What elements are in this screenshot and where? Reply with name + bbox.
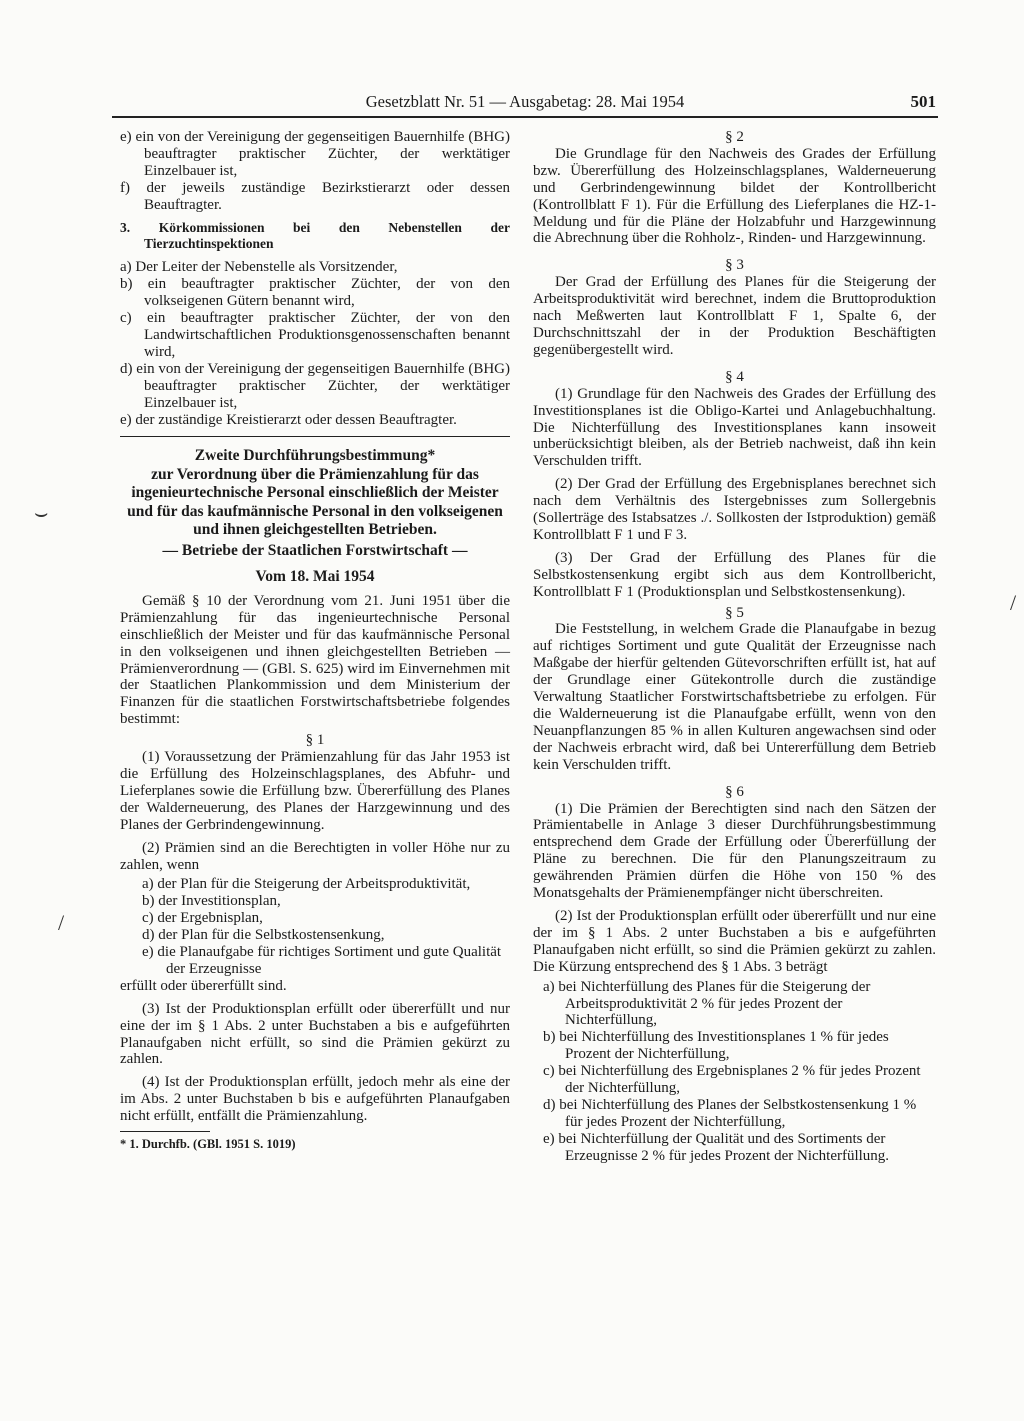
- header-title: Gesetzblatt Nr. 51 — Ausgabetag: 28. Mai 1954: [365, 92, 685, 111]
- list-item: c) bei Nichterfüllung des Ergebnisplanes 2 % für jedes Prozent der Nichterfüllung,: [543, 1063, 921, 1097]
- preamble: Gemäß § 10 der Verordnung vom 21. Juni 1951 über die Prämienzahlung für das ingenieurtechnische Personal einschließlich der Meister und für das kaufmännische Personal in den volkseigenen und ihnen gleichgestellten Betrieben — Prämienverordnung — (GBl. S. 625) wird im Einvernehmen mit der Staatlichen Plankommission und dem Ministerium der Finanzen für die staatlichen Forstwirtschaftsbetriebe folgendes bestimmt:: [120, 592, 510, 728]
- section-heading: 3. Körkommissionen bei den Nebenstellen der Tierzuchtinspektionen: [120, 219, 510, 252]
- paragraph: (2) Prämien sind an die Berechtigten in voller Höhe nur zu zahlen, wenn: [120, 839, 510, 873]
- list-item: e) die Planaufgabe für richtiges Sortiment und gute Qualität der Erzeugnisse: [142, 944, 502, 977]
- paragraph: Die Feststellung, in welchem Grade die Planaufgabe in bezug auf richtiges Sortiment und gute Qualität der Erzeugnisse nach Maßgabe der hierfür geltenden Gütevorschriften erfüllt ist, hat auf der Grundlage einer Gütekontrolle durch die zuständige Verwaltung Staatlicher Forstwirtschaftsbetriebe zu erfolgen. Für die Walderneuerung ist die Planaufgabe erfüllt, wenn von den Neuanpflanzungen 85 % in allen Kulturen angewachsen sind oder der Nachweis erbracht wird, daß bei Untererfüllung dem Betrieb kein Verschulden trifft.: [533, 621, 936, 773]
- list-item: d) ein von der Vereinigung der gegenseitigen Bauernhilfe (BHG) beauftragter praktischer Züchter, der werktätiger Einzelbauer ist,: [120, 360, 510, 411]
- list-item: b) ein beauftragter praktischer Züchter, der von den volkseigenen Gütern benannt wird,: [120, 276, 510, 310]
- list-item: e) bei Nichterfüllung der Qualität und des Sortiments der Erzeugnisse 2 % für jedes Prozent der Nichterfüllung.: [543, 1130, 890, 1164]
- section-heading: § 3: [725, 257, 744, 274]
- paragraph: (3) Der Grad der Erfüllung des Planes für die Selbstkostensenkung ergibt sich aus dem Kontrollbericht, Kontrollblatt F 1 (Produktionsplan und Selbstkostensenkung).: [533, 549, 936, 600]
- paragraph: Der Grad der Erfüllung des Planes für die Steigerung der Arbeitsproduktivität wird berechnet, indem die Bruttoproduktion nach Meßwerten laut Kontrollblatt F 1, Spalte 6, der Durchschnittszahl der in der Produktion Beschäftigten gegenübergestellt wird.: [533, 274, 936, 358]
- list-item: b) bei Nichterfüllung des Investitionsplanes 1 % für jedes Prozent der Nichterfüllung,: [543, 1029, 889, 1063]
- margin-mark: /: [58, 910, 65, 935]
- page-header: [112, 92, 938, 114]
- list-item: e) ein von der Vereinigung der gegenseitigen Bauernhilfe (BHG) beauftragter praktischer Züchter, der werktätiger Einzelbauer ist,: [120, 129, 510, 179]
- list-item: a) Der Leiter der Nebenstelle als Vorsitzender,: [120, 259, 398, 276]
- list-item: a) bei Nichterfüllung des Planes für die Steigerung der Arbeitsproduktivität 2 % für jedes Prozent der Nichterfüllung,: [543, 978, 871, 1029]
- list-item: b) der Investitionsplan,: [142, 893, 281, 910]
- paragraph: (1) Voraussetzung der Prämienzahlung für das Jahr 1953 ist die Erfüllung des Holzeinschlagsplanes, des Abfuhr- und Lieferplanes sowie die Erfüllung bzw. Übererfüllung des Planes der Walderneuerung, des Planes der Harzgewinnung und des Planes der Gerbrindengewinnung.: [120, 749, 510, 833]
- header-rule: [112, 116, 938, 118]
- paragraph: (1) Die Prämien der Berechtigten sind nach den Sätzen der Prämientabelle in Anlage 3 dieser Durchführungsbestimmung entsprechend dem Grade der Erfüllung oder Übererfüllung der Pläne zu berechnen. Die für den Planungszeitraum zu gewährenden Prämien dürfen die Höhe von 150 % des Monatsgehalts der Prämienempfänger nicht überschreiten.: [533, 800, 936, 902]
- right-column: [533, 129, 936, 1165]
- decree-title-body: zur Verordnung über die Prämienzahlung für das ingenieurtechnische Personal einschließlich der Meister und für das kaufmännische Personal in den volkseigenen und ihnen gleichgestellten Betrieben.: [127, 465, 503, 539]
- paragraph: (2) Der Grad der Erfüllung des Ergebnisplanes berechnet sich nach dem Verhältnis des Istergebnisses zum Sollergebnis (Sollerträge des Istabsatzes ./. Sollkosten der Istproduktion) gemäß Kontrollblatt F 1 und F 3.: [533, 476, 936, 543]
- decree-date: Vom 18. Mai 1954: [255, 568, 375, 586]
- section-separator: [120, 436, 510, 437]
- paragraph: (4) Ist der Produktionsplan erfüllt, jedoch mehr als eine der im Abs. 2 unter Buchstaben b bis e aufgeführten Planaufgaben nicht erfüllt, entfällt die Prämienzahlung.: [120, 1074, 510, 1125]
- paragraph: erfüllt oder übererfüllt sind.: [120, 977, 287, 994]
- list-item: c) der Ergebnisplan,: [142, 910, 263, 927]
- footnote: * 1. Durchfb. (GBl. 1951 S. 1019): [120, 1137, 296, 1152]
- page-number: 501: [910, 92, 936, 111]
- section-heading: § 6: [725, 783, 744, 800]
- section-heading: § 1: [305, 732, 325, 749]
- margin-mark: ⌣: [34, 500, 49, 525]
- section-heading: § 4: [725, 368, 744, 385]
- left-column: [120, 129, 510, 1153]
- list-item: f) der jeweils zuständige Bezirkstierarzt oder dessen Beauftragter.: [120, 179, 510, 213]
- margin-mark: /: [1010, 590, 1017, 615]
- section-heading: § 2: [725, 129, 744, 145]
- list-item: e) der zuständige Kreistierarzt oder dessen Beauftragter.: [120, 411, 457, 428]
- footnote-rule: [120, 1131, 210, 1132]
- decree-title: Zweite Durchführungsbestimmung*: [194, 447, 436, 465]
- list-item: c) ein beauftragter praktischer Züchter, der von den Landwirtschaftlichen Produktionsgenossenschaften benannt wird,: [120, 310, 510, 360]
- list-item: d) bei Nichterfüllung des Planes der Selbstkostensenkung 1 % für jedes Prozent der Nichterfüllung,: [543, 1096, 917, 1130]
- paragraph: (3) Ist der Produktionsplan erfüllt oder übererfüllt und nur eine der im § 1 Abs. 2 unter Buchstaben a bis e aufgeführten Planaufgaben nicht erfüllt, so sind die Prämien gekürzt zu zahlen.: [120, 1000, 510, 1068]
- paragraph: Die Grundlage für den Nachweis des Grades der Erfüllung bzw. Übererfüllung des Holzeinschlagsplanes, Walderneuerung und Gerbrindengewinnung bildet der Kontrollbericht (Kontrollblatt F 1). Für die Erfüllung des Lieferplanes die HZ-1-Meldung und für die Pläne der Holzabfuhr und Harzgewinnung die Abrechnung über die Rohholz-, Rinden- und Harzgewinnung.: [533, 145, 936, 247]
- decree-subtitle: — Betriebe der Staatlichen Forstwirtschaft —: [162, 541, 468, 559]
- paragraph: (1) Grundlage für den Nachweis des Grades der Erfüllung des Investitionsplanes ist die Obligo-Kartei und Anlagebuchhaltung. Die Nichterfüllung des Investitionsplanes kann insoweit unberücksichtigt bleiben, als der Betrieb nachweist, daß ihn kein Verschulden trifft.: [533, 385, 936, 470]
- list-item: d) der Plan für die Selbstkostensenkung,: [142, 927, 385, 944]
- list-item: a) der Plan für die Steigerung der Arbeitsproduktivität,: [142, 876, 471, 893]
- paragraph: (2) Ist der Produktionsplan erfüllt oder übererfüllt und nur eine der im § 1 Abs. 2 unter Buchstaben a bis e aufgeführten Planaufgaben nicht erfüllt, so sind die Prämien gekürzt zu zahlen. Die Kürzung entsprechend des § 1 Abs. 3 beträgt: [533, 907, 936, 975]
- section-heading: § 5: [725, 604, 744, 621]
